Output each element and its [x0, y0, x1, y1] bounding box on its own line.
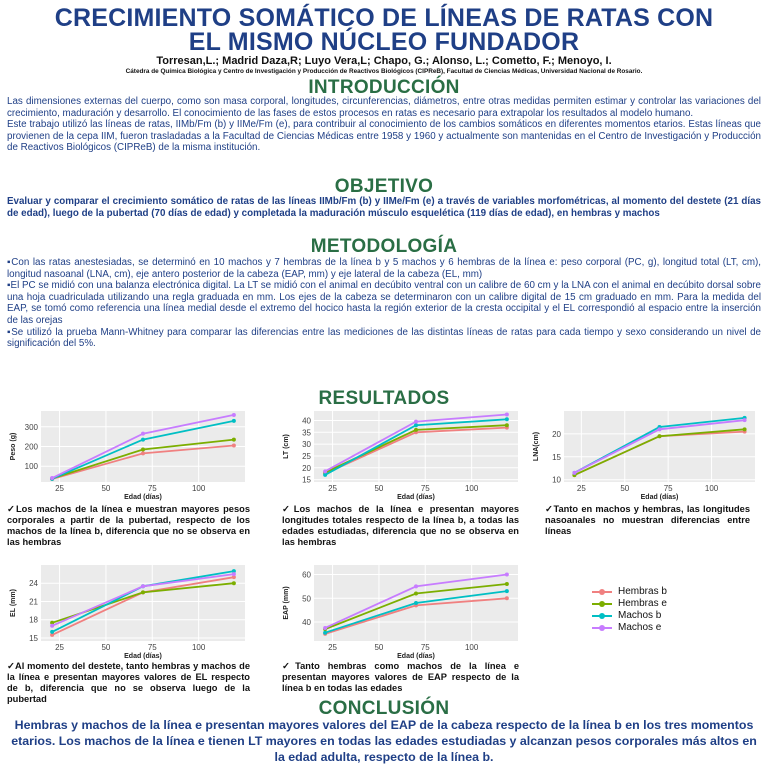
data-point: [323, 473, 327, 477]
y-tick-label: 100: [24, 462, 38, 472]
data-point: [232, 444, 236, 448]
legend-swatch: [592, 599, 612, 609]
legend-label: Hembras e: [618, 598, 667, 609]
data-point: [505, 589, 509, 593]
y-tick-label: 15: [552, 452, 561, 462]
conclusion-text: Hembras y machos de la línea e presentan mayores valores del EAP de la cabeza respecto de la línea b en los tres momentos etarios. Los machos de la línea e tienen LT mayores en todas las edades estudiadas y alcanzan pesos corporales más altos en la edad adulta, respecto de la línea b.: [11, 718, 757, 764]
data-point: [743, 427, 747, 431]
y-tick-label: 30: [302, 440, 311, 450]
y-tick-label: 300: [24, 422, 38, 432]
x-tick-label: 100: [464, 484, 479, 493]
x-tick-label: 100: [191, 643, 206, 652]
x-tick-label: 50: [101, 643, 111, 652]
legend-hembras-e: [592, 598, 667, 610]
title-line-1: CRECIMIENTO SOMÁTICO DE LÍNEAS DE RATAS CON: [54, 4, 714, 32]
intro-text: [7, 96, 761, 154]
metodologia-text: [7, 257, 761, 350]
y-tick-label: 20: [552, 429, 561, 439]
legend-machos-e: [592, 622, 667, 634]
data-point: [323, 469, 327, 473]
data-point: [141, 584, 145, 588]
x-tick-label: 25: [328, 484, 337, 493]
conclusion-heading: CONCLUSIÓN: [318, 698, 450, 719]
data-point: [323, 631, 327, 635]
legend-swatch: [592, 611, 612, 621]
data-point: [414, 592, 418, 596]
caption-el: ✓Al momento del destete, tanto hembras y machos de la línea e presentan mayores valores de EL respecto de b, diferencia que no se observa luego de la pubertad: [7, 661, 250, 704]
y-tick-label: 25: [302, 451, 311, 461]
x-tick-label: 75: [420, 643, 430, 652]
data-point: [50, 630, 54, 634]
x-tick-label: 100: [704, 484, 719, 493]
data-point: [50, 624, 54, 628]
x-tick-label: 50: [101, 484, 111, 493]
objetivo-heading: OBJETIVO: [334, 176, 434, 197]
legend-swatch: [592, 587, 612, 597]
data-point: [572, 471, 576, 475]
data-point: [141, 451, 145, 455]
data-point: [743, 418, 747, 422]
data-point: [141, 590, 145, 594]
y-axis-label: EAP (mm): [283, 586, 290, 620]
x-tick-label: 25: [576, 484, 586, 493]
data-point: [50, 476, 54, 480]
intro-p1: Las dimensiones externas del cuerpo, como son masa corporal, longitudes, circunferencias, diámetros, entre otras medidas permiten estimar y controlar las variaciones del crecimiento, maduración y desarrollo. El conocimiento de las fases de estos procesos en ratas es necesario para extrapolar los resultados al modelo humano.: [7, 96, 761, 119]
chart-legend: [592, 586, 667, 634]
y-tick-label: 10: [552, 475, 561, 485]
x-axis-label: Edad (días): [397, 494, 435, 501]
caption-lt: ✓Los machos de la línea e presentan mayores longitudes totales respecto de la línea b, a todas las edades estudiadas, diferencia que no se observa en las hembras: [282, 504, 519, 547]
x-tick-label: 100: [191, 484, 206, 493]
y-axis-label: Peso (g): [10, 432, 17, 461]
data-point: [232, 413, 236, 417]
y-tick-label: 200: [24, 442, 38, 452]
legend-label: Machos e: [618, 622, 662, 633]
data-point: [414, 420, 418, 424]
data-point: [141, 432, 145, 436]
chart-lt: [278, 407, 526, 502]
y-axis-label: LT (cm): [283, 434, 290, 459]
x-axis-label: Edad (días): [124, 653, 162, 660]
x-tick-label: 75: [147, 484, 157, 493]
data-point: [414, 584, 418, 588]
y-tick-label: 18: [29, 615, 38, 625]
x-axis-label: Edad (días): [397, 653, 435, 660]
x-tick-label: 75: [420, 484, 430, 493]
data-point: [232, 419, 236, 423]
metodo-bullet-1: ▪Con las ratas anestesiadas, se determinó en 10 machos y 7 hembras de la línea b y 5 machos y 6 hembras de la línea e: peso corporal (PC, g), longitud total (LT, cm), longitud nasoanal (LNA, cm), eje antero posterior de la cabeza (EAP, mm) y eje lateral de la cabeza (EL, mm): [7, 257, 761, 280]
data-point: [323, 626, 327, 630]
x-tick-label: 75: [147, 643, 157, 652]
x-tick-label: 50: [620, 484, 630, 493]
intro-p2: Este trabajo utilizó las líneas de ratas, IIMb/Fm (b) y IIMe/Fm (e), para contribuir al conocimiento de los cambios somáticos en diferentes momentos etarios. Estas líneas que provienen de la cepa IIM, fueron trasladadas a la Facultad de Ciencias Médicas entre 1958 y 1960 y actualmente son mantenidas en el Centro de Investigación y Producción de Reactivos Biológicos (CIPReB) de la misma institución.: [7, 119, 761, 154]
y-tick-label: 15: [29, 633, 38, 643]
x-tick-label: 25: [328, 643, 337, 652]
metodo-bullet-2: ▪El PC se midió con una balanza electrónica digital. La LT se midió con el animal en decúbito ventral con un calibre de 60 cm y la LNA con el animal en decúbito dorsal sobre una hoja cuadriculada utilizando una regla graduada en mm. Los ejes de la cabeza se determinaron con un calibre digital de 15 cm graduado en mm. Para la medida del EAP, se tomó como referencia una línea medial desde el extremo del hocico hasta la región exterior de la cresta occipital y el EL correspondió al espacio entre la inserción de las orejas: [7, 280, 761, 326]
data-point: [141, 438, 145, 442]
data-point: [658, 434, 662, 438]
caption-peso: ✓Los machos de la línea e muestran mayores pesos corporales a partir de la pubertad, respecto de los machos de la línea b, diferencia que no se observa en las hembras: [7, 504, 250, 547]
y-tick-label: 15: [302, 475, 311, 485]
data-point: [505, 423, 509, 427]
authors: Torresan,L.; Madrid Daza,R; Luyo Vera,L; Chapo, G.; Alonso, L.; Cometto, F.; Menoyo, I.: [156, 55, 612, 67]
data-point: [658, 427, 662, 431]
x-tick-label: 25: [55, 484, 64, 493]
y-tick-label: 40: [302, 416, 311, 426]
title-line-2: EL MISMO NÚCLEO FUNDADOR: [188, 28, 580, 56]
y-tick-label: 60: [302, 570, 311, 580]
data-point: [505, 596, 509, 600]
data-point: [414, 428, 418, 432]
chart-el: [5, 561, 253, 661]
caption-lna: ✓Tanto en machos y hembras, las longitudes nasoanales no muestran diferencias entre líneas: [545, 504, 750, 536]
x-tick-label: 25: [55, 643, 64, 652]
chart-lna: [528, 407, 763, 502]
data-point: [232, 438, 236, 442]
data-point: [505, 413, 509, 417]
legend-machos-b: [592, 610, 667, 622]
data-point: [414, 423, 418, 427]
metodologia-heading: METODOLOGÍA: [310, 236, 458, 257]
legend-hembras-b: [592, 586, 667, 598]
x-axis-label: Edad (días): [640, 494, 679, 501]
y-tick-label: 20: [302, 463, 311, 473]
y-axis-label: EL (mm): [10, 589, 17, 617]
data-point: [505, 582, 509, 586]
data-point: [505, 573, 509, 577]
x-axis-label: Edad (días): [124, 494, 162, 501]
affiliation: Cátedra de Química Biológica y Centro de Investigación y Producción de Reactivos Biológicos (CIPReB), Facultad de Ciencias Médicas, Universidad Nacional de Rosario.: [125, 68, 643, 75]
y-tick-label: 35: [302, 428, 311, 438]
legend-label: Machos b: [618, 610, 662, 621]
y-tick-label: 50: [302, 594, 311, 604]
x-tick-label: 50: [374, 643, 384, 652]
data-point: [141, 447, 145, 451]
x-tick-label: 75: [663, 484, 673, 493]
data-point: [232, 572, 236, 576]
data-point: [414, 601, 418, 605]
chart-peso: [5, 407, 253, 502]
metodo-bullet-3: ▪Se utilizó la prueba Mann-Whitney para comparar las diferencias entre las mediciones de las distintas líneas de ratas para cada tiempo y sexo considerando un nivel de significación del 5%.: [7, 326, 761, 350]
resultados-heading: RESULTADOS: [318, 388, 450, 409]
y-tick-label: 24: [29, 579, 38, 589]
chart-eap: [278, 561, 526, 661]
y-tick-label: 21: [29, 597, 38, 607]
objetivo-text: Evaluar y comparar el crecimiento somático de ratas de las líneas IIMb/Fm (b) y IIMe/Fm (e) a través de variables morfométricas, al momento del destete (21 días de edad), luego de la pubertad (70 días de edad) y completada la maduración músculo esquelética (119 días de edad), en hembras y machos: [7, 196, 761, 219]
caption-eap: ✓Tanto hembras como machos de la línea e presentan mayores valores de EAP respecto de la línea b en todas las edades: [282, 661, 519, 693]
intro-heading: INTRODUCCIÓN: [308, 77, 460, 98]
data-point: [232, 581, 236, 585]
y-axis-label: LNA(cm): [533, 431, 540, 462]
x-tick-label: 100: [464, 643, 479, 652]
legend-swatch: [592, 623, 612, 633]
data-point: [505, 417, 509, 421]
x-tick-label: 50: [374, 484, 384, 493]
y-tick-label: 40: [302, 618, 311, 627]
legend-label: Hembras b: [618, 586, 667, 597]
